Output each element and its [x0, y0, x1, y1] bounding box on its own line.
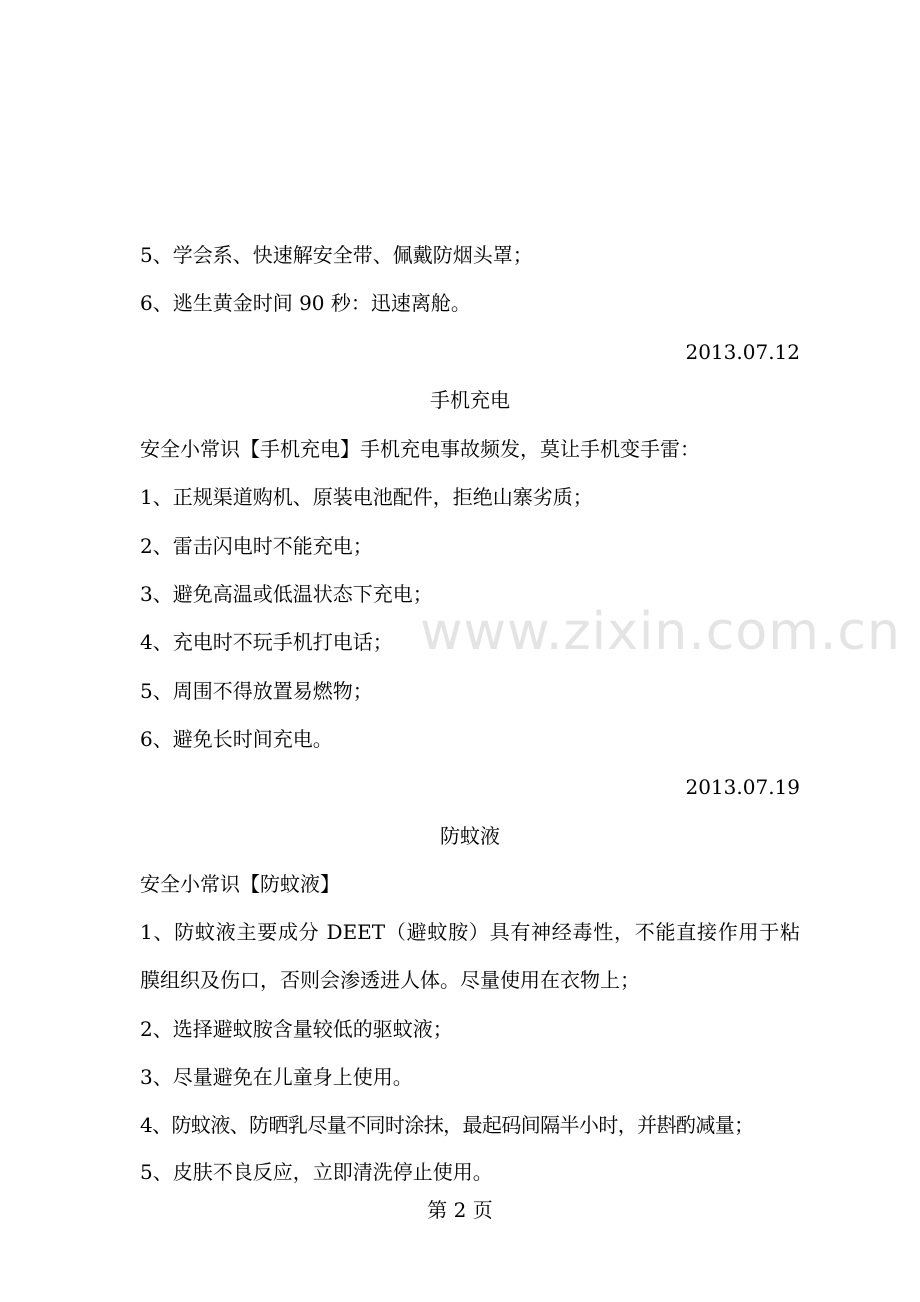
- date-stamp: 2013.07.19: [685, 775, 800, 799]
- list-item: 4、充电时不玩手机打电话；: [140, 630, 393, 654]
- list-item: 1、正规渠道购机、原装电池配件，拒绝山寨劣质；: [140, 485, 593, 509]
- list-item: 5、学会系、快速解安全带、佩戴防烟头罩；: [140, 243, 533, 267]
- list-item: 4、防蚊液、防晒乳尽量不同时涂抹，最起码间隔半小时，并斟酌减量；: [140, 1113, 754, 1137]
- section-title: 防蚊液: [440, 824, 500, 848]
- list-item: 1、防蚊液主要成分 DEET（避蚊胺）具有神经毒性，不能直接作用于粘: [140, 920, 800, 944]
- page-number: 第 2 页: [427, 1198, 493, 1222]
- list-item: 3、尽量避免在儿童身上使用。: [140, 1065, 413, 1089]
- section-intro: 安全小常识【防蚊液】: [140, 872, 340, 896]
- section-title: 手机充电: [430, 388, 510, 412]
- list-item-continuation: 膜组织及伤口，否则会渗透进人体。尽量使用在衣物上；: [140, 968, 640, 992]
- date-stamp: 2013.07.12: [685, 340, 800, 364]
- list-item: 5、周围不得放置易燃物；: [140, 679, 373, 703]
- section-intro: 安全小常识【手机充电】手机充电事故频发，莫让手机变手雷：: [140, 437, 700, 461]
- list-item: 2、选择避蚊胺含量较低的驱蚊液；: [140, 1017, 453, 1041]
- list-item: 6、避免长时间充电。: [140, 727, 333, 751]
- list-item: 5、皮肤不良反应，立即清洗停止使用。: [140, 1160, 493, 1184]
- watermark: www.zixin.com.cn: [420, 602, 901, 662]
- list-item: 6、逃生黄金时间 90 秒：迅速离舱。: [140, 291, 471, 315]
- list-item: 3、避免高温或低温状态下充电；: [140, 582, 433, 606]
- list-item: 2、雷击闪电时不能充电；: [140, 534, 373, 558]
